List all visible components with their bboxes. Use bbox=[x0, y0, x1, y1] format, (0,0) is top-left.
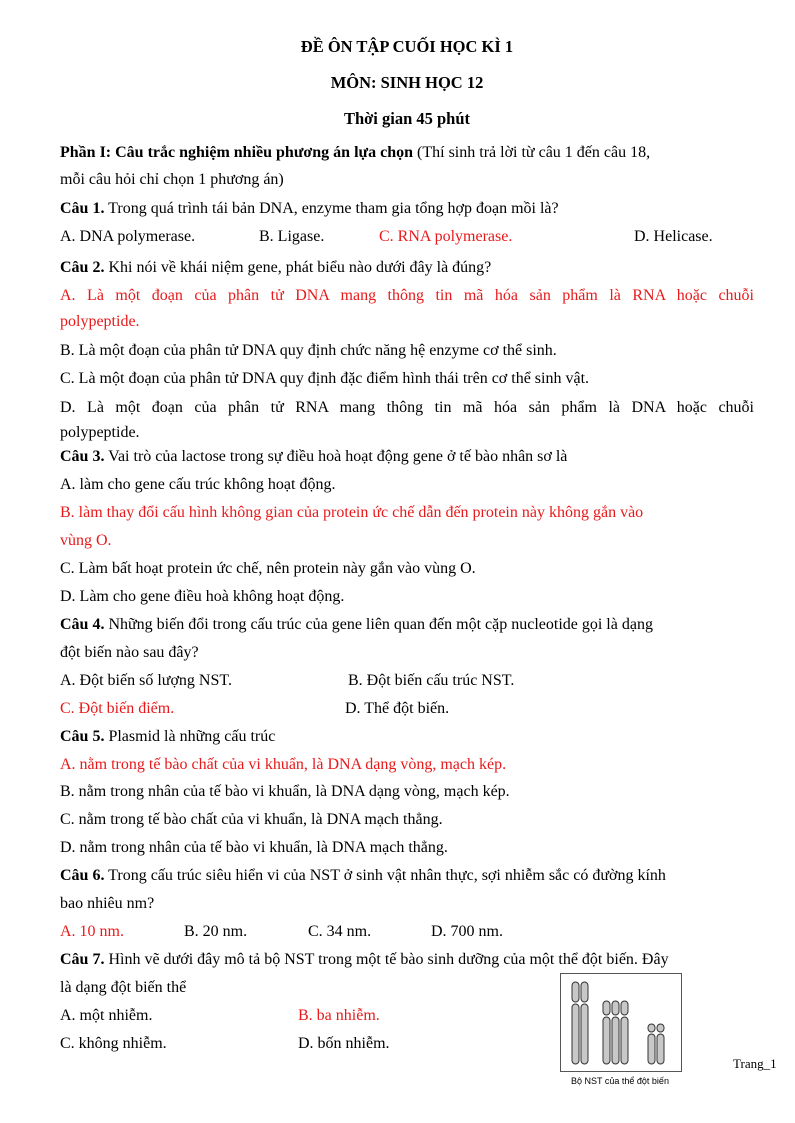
part1-instruction: (Thí sinh trả lời từ câu 1 đến câu 18, bbox=[413, 144, 651, 161]
question-4 bbox=[60, 615, 653, 635]
question-1 bbox=[60, 199, 559, 219]
q1-option-b: B. Ligase. bbox=[259, 228, 325, 245]
question-6-cont: bao nhiêu nm? bbox=[60, 895, 155, 912]
q6-option-b: B. 20 nm. bbox=[184, 923, 248, 940]
q1-option-c-answer: C. RNA polymerase. bbox=[379, 228, 513, 245]
question-5 bbox=[60, 727, 275, 747]
question-label: Câu 4. bbox=[60, 616, 105, 633]
question-label: Câu 5. bbox=[60, 728, 105, 745]
question-text: Plasmid là những cấu trúc bbox=[104, 728, 276, 745]
q6-option-c: C. 34 nm. bbox=[308, 923, 372, 940]
q4-option-d: D. Thể đột biến. bbox=[345, 700, 450, 717]
part1-instruction-cont: mỗi câu hỏi chỉ chọn 1 phương án) bbox=[60, 171, 284, 188]
q6-option-a-answer: A. 10 nm. bbox=[60, 923, 124, 940]
q7-option-a: A. một nhiễm. bbox=[60, 1007, 153, 1024]
question-7-cont: là dạng đột biến thể bbox=[60, 979, 187, 996]
q3-option-b-answer: B. làm thay đổi cấu hình không gian của protein ức chế dẫn đến protein này không gắn vào bbox=[60, 504, 644, 521]
question-text: Hình vẽ dưới đây mô tả bộ NST trong một tế bào sinh dưỡng của một thể đột biến. Đây bbox=[104, 951, 669, 968]
q2-option-d: D. Là một đoạn của phân tử RNA mang thông tin mã hóa sản phẩm là DNA hoặc chuỗi bbox=[60, 399, 754, 416]
q5-option-d: D. nằm trong nhân của tế bào vi khuẩn, là DNA mạch thẳng. bbox=[60, 839, 448, 856]
part1-heading-line bbox=[60, 143, 650, 163]
question-label: Câu 7. bbox=[60, 951, 105, 968]
exam-subject: MÔN: SINH HỌC 12 bbox=[330, 73, 484, 92]
question-text: Trong cấu trúc siêu hiển vi của NST ở sinh vật nhân thực, sợi nhiễm sắc có đường kính bbox=[104, 867, 666, 884]
question-2 bbox=[60, 258, 491, 278]
question-label: Câu 6. bbox=[60, 867, 105, 884]
exam-title: ĐỀ ÔN TẬP CUỐI HỌC KÌ 1 bbox=[300, 37, 514, 56]
question-7 bbox=[60, 950, 669, 970]
q5-option-c: C. nằm trong tế bào chất của vi khuẩn, là DNA mạch thẳng. bbox=[60, 811, 443, 828]
q6-option-d: D. 700 nm. bbox=[431, 923, 503, 940]
question-label: Câu 3. bbox=[60, 448, 105, 465]
question-text: Khi nói về khái niệm gene, phát biểu nào dưới đây là đúng? bbox=[104, 259, 492, 276]
q3-option-c: C. Làm bất hoạt protein ức chế, nên protein này gắn vào vùng O. bbox=[60, 560, 476, 577]
question-3 bbox=[60, 447, 567, 467]
q3-option-a: A. làm cho gene cấu trúc không hoạt động. bbox=[60, 476, 336, 493]
q3-option-b-cont: vùng O. bbox=[60, 532, 112, 549]
q3-option-d: D. Làm cho gene điều hoà không hoạt động. bbox=[60, 588, 345, 605]
question-text: Vai trò của lactose trong sự điều hoà hoạt động gene ở tế bào nhân sơ là bbox=[104, 448, 568, 465]
chromosome-set-illustration bbox=[561, 974, 681, 1071]
q2-option-a-cont: polypeptide. bbox=[60, 313, 140, 330]
q2-option-b: B. Là một đoạn của phân tử DNA quy định chức năng hệ enzyme cơ thể sinh. bbox=[60, 342, 557, 359]
question-label: Câu 1. bbox=[60, 200, 105, 217]
q2-option-c: C. Là một đoạn của phân tử DNA quy định đặc điểm hình thái trên cơ thể sinh vật. bbox=[60, 370, 590, 387]
figure-caption: Bộ NST của thể đột biến bbox=[571, 1076, 669, 1086]
question-text: Những biến đổi trong cấu trúc của gene liên quan đến một cặp nucleotide gọi là dạng bbox=[104, 616, 653, 633]
page-number: Trang_1 bbox=[733, 1056, 777, 1071]
q2-option-a-answer: A. Là một đoạn của phân tử DNA mang thông tin mã hóa sản phẩm là RNA hoặc chuỗi bbox=[60, 287, 754, 304]
exam-time: Thời gian 45 phút bbox=[343, 109, 471, 128]
question-label: Câu 2. bbox=[60, 259, 105, 276]
q7-option-c: C. không nhiễm. bbox=[60, 1035, 167, 1052]
question-text: Trong quá trình tái bản DNA, enzyme tham gia tổng hợp đoạn mồi là? bbox=[104, 200, 559, 217]
q1-option-d: D. Helicase. bbox=[634, 228, 713, 245]
q2-option-d-cont: polypeptide. bbox=[60, 424, 140, 441]
q5-option-a-answer: A. nằm trong tế bào chất của vi khuẩn, là DNA dạng vòng, mạch kép. bbox=[60, 756, 507, 773]
chromosome-figure bbox=[560, 973, 682, 1072]
q7-option-d: D. bốn nhiễm. bbox=[298, 1035, 390, 1052]
question-6 bbox=[60, 866, 666, 886]
q1-option-a: A. DNA polymerase. bbox=[60, 228, 196, 245]
part1-heading: Phần I: Câu trắc nghiệm nhiều phương án lựa chọn bbox=[60, 144, 414, 161]
q4-option-c-answer: C. Đột biến điểm. bbox=[60, 700, 175, 717]
q4-option-a: A. Đột biến số lượng NST. bbox=[60, 672, 232, 689]
q4-option-b: B. Đột biến cấu trúc NST. bbox=[348, 672, 515, 689]
question-4-cont: đột biến nào sau đây? bbox=[60, 644, 199, 661]
q5-option-b: B. nằm trong nhân của tế bào vi khuẩn, là DNA dạng vòng, mạch kép. bbox=[60, 783, 510, 800]
q7-option-b-answer: B. ba nhiễm. bbox=[298, 1007, 380, 1024]
